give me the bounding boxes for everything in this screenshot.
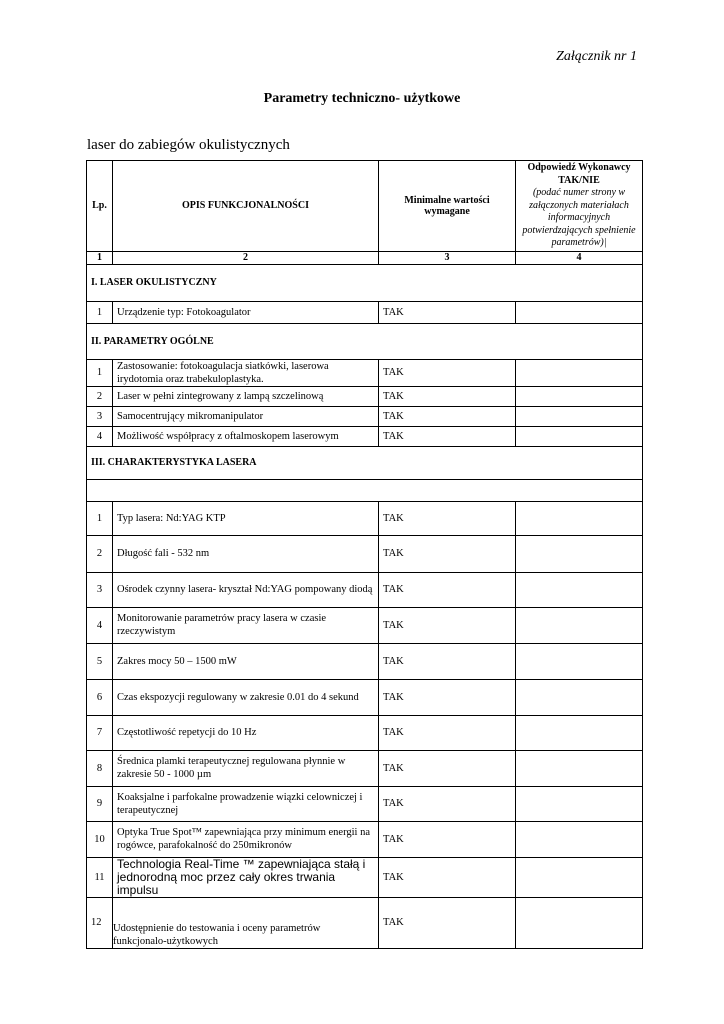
table-row — [87, 821, 643, 857]
column-number: 1 — [87, 251, 113, 264]
row-description: Możliwość współpracy z oftalmoskopem laserowym — [113, 426, 379, 446]
column-number-row — [87, 251, 643, 264]
row-response-cell[interactable] — [516, 572, 643, 607]
table-row — [87, 679, 643, 715]
row-number: 4 — [87, 426, 113, 446]
header-description: OPIS FUNKCJONALNOŚCI — [113, 161, 379, 252]
row-response-cell[interactable] — [516, 359, 643, 386]
row-response-cell[interactable] — [516, 679, 643, 715]
page-title: Parametry techniczno- użytkowe — [263, 91, 461, 106]
row-response-cell[interactable] — [516, 897, 643, 948]
row-response-cell[interactable] — [516, 301, 643, 323]
row-number: 10 — [87, 821, 113, 857]
table-row — [87, 897, 643, 948]
row-requirement: TAK — [379, 750, 516, 786]
column-number: 3 — [379, 251, 516, 264]
row-description: Technologia Real-Time ™ zapewniająca stałą i jednorodną moc przez cały okres trwania impulsu — [113, 857, 379, 897]
header-response — [516, 161, 643, 252]
section-header-row — [87, 323, 643, 359]
row-requirement: TAK — [379, 386, 516, 406]
table-row — [87, 643, 643, 679]
row-requirement: TAK — [379, 426, 516, 446]
row-requirement: TAK — [379, 643, 516, 679]
header-response-title: Odpowiedź Wykonawcy TAK/NIE — [527, 162, 631, 186]
table-row — [87, 386, 643, 406]
header-min-values: Minimalne wartości wymagane — [379, 161, 516, 252]
row-number: 1 — [87, 359, 113, 386]
row-number: 1 — [87, 301, 113, 323]
table-row — [87, 857, 643, 897]
table-row — [87, 572, 643, 607]
section-spacer-cell — [87, 479, 643, 501]
section-spacer — [87, 479, 643, 501]
table-row — [87, 535, 643, 572]
table-header-row — [87, 161, 643, 252]
row-response-cell[interactable] — [516, 535, 643, 572]
row-number: 6 — [87, 679, 113, 715]
specification-table — [86, 160, 643, 949]
row-number: 7 — [87, 715, 113, 750]
table-row — [87, 426, 643, 446]
row-requirement: TAK — [379, 857, 516, 897]
row-number: 2 — [87, 386, 113, 406]
row-number: 12 — [87, 897, 113, 948]
header-lp: Lp. — [87, 161, 113, 252]
section-title: II. PARAMETRY OGÓLNE — [87, 323, 643, 359]
row-description: Samocentrujący mikromanipulator — [113, 406, 379, 426]
annex-label: Załącznik nr 1 — [556, 49, 637, 64]
header-response-note: (podać numer strony w załączonych materiałach informacyjnych potwierdzających spełnienie parametrów)| — [522, 187, 636, 248]
row-description: Monitorowanie parametrów pracy lasera w czasie rzeczywistym — [113, 607, 379, 643]
row-requirement: TAK — [379, 501, 516, 535]
row-number: 4 — [87, 607, 113, 643]
row-number: 3 — [87, 572, 113, 607]
section-header-row — [87, 264, 643, 301]
row-requirement: TAK — [379, 301, 516, 323]
table-row — [87, 715, 643, 750]
row-response-cell[interactable] — [516, 643, 643, 679]
row-requirement: TAK — [379, 679, 516, 715]
table-row — [87, 607, 643, 643]
row-description: Częstotliwość repetycji do 10 Hz — [113, 715, 379, 750]
row-description — [113, 897, 379, 948]
row-requirement: TAK — [379, 821, 516, 857]
row-number: 5 — [87, 643, 113, 679]
row-response-cell[interactable] — [516, 406, 643, 426]
row-description: Ośrodek czynny lasera- kryształ Nd:YAG pompowany diodą — [113, 572, 379, 607]
row-number: 9 — [87, 786, 113, 821]
row-description: Zastosowanie: fotokoagulacja siatkówki, laserowa irydotomia oraz trabekuloplastyka. — [113, 359, 379, 386]
table-row — [87, 406, 643, 426]
row-response-cell[interactable] — [516, 426, 643, 446]
row-description: Optyka True Spot™ zapewniająca przy minimum energii na rogówce, parafokalność do 250mikronów — [113, 821, 379, 857]
row-description: Koaksjalne i parfokalne prowadzenie wiązki celowniczej i terapeutycznej — [113, 786, 379, 821]
row-description: Typ lasera: Nd:YAG KTP — [113, 501, 379, 535]
row-description: Urządzenie typ: Fotokoagulator — [113, 301, 379, 323]
row-description: Średnica plamki terapeutycznej regulowana płynnie w zakresie 50 - 1000 µm — [113, 750, 379, 786]
table-row — [87, 501, 643, 535]
section-header-row — [87, 446, 643, 479]
row-requirement: TAK — [379, 535, 516, 572]
column-number: 2 — [113, 251, 379, 264]
row-requirement: TAK — [379, 715, 516, 750]
row-response-cell[interactable] — [516, 821, 643, 857]
row-response-cell[interactable] — [516, 501, 643, 535]
row-description: Czas ekspozycji regulowany w zakresie 0.01 do 4 sekund — [113, 679, 379, 715]
table-row — [87, 750, 643, 786]
row-requirement: TAK — [379, 572, 516, 607]
row-number: 11 — [87, 857, 113, 897]
row-requirement: TAK — [379, 359, 516, 386]
row-response-cell[interactable] — [516, 857, 643, 897]
subject-line: laser do zabiegów okulistycznych — [87, 137, 290, 153]
row-number: 2 — [87, 535, 113, 572]
section-title: III. CHARAKTERYSTYKA LASERA — [87, 446, 643, 479]
row-description: Laser w pełni zintegrowany z lampą szczelinową — [113, 386, 379, 406]
row-requirement: TAK — [379, 607, 516, 643]
row-number: 3 — [87, 406, 113, 426]
row-description: Długość fali - 532 nm — [113, 535, 379, 572]
row-response-cell[interactable] — [516, 386, 643, 406]
table-row — [87, 359, 643, 386]
row-number: 1 — [87, 501, 113, 535]
row-description: Zakres mocy 50 – 1500 mW — [113, 643, 379, 679]
table-row — [87, 786, 643, 821]
table-row — [87, 301, 643, 323]
row-requirement: TAK — [379, 406, 516, 426]
row-response-cell[interactable] — [516, 750, 643, 786]
row-requirement: TAK — [379, 897, 516, 948]
row-number: 8 — [87, 750, 113, 786]
row-response-cell[interactable] — [516, 607, 643, 643]
row-response-cell[interactable] — [516, 715, 643, 750]
row-requirement: TAK — [379, 786, 516, 821]
column-number: 4 — [516, 251, 643, 264]
section-title: I. LASER OKULISTYCZNY — [87, 264, 643, 301]
row-description-text: Udostępnienie do testowania i oceny parametrów funkcjonalo-użytkowych — [113, 922, 321, 947]
row-response-cell[interactable] — [516, 786, 643, 821]
